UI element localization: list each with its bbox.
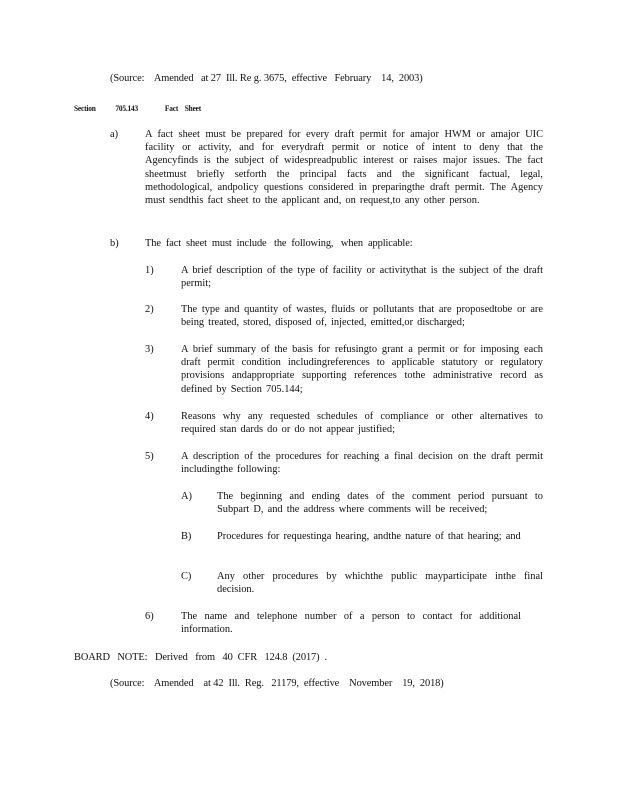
subsubitem-a-text: The beginning and ending dates of the comment period pursuant to Subpart D, and the address where comments will be received; xyxy=(217,491,543,516)
subitem-1-label: 1) xyxy=(145,265,154,276)
subsubitem-c-text: Any other procedures by whichthe public mayparticipate inthe final decision. xyxy=(217,571,543,596)
subitem-4-label: 4) xyxy=(145,411,154,422)
board-note: BOARD NOTE: Derived from 40 CFR 124.8 (2017) . xyxy=(74,652,327,663)
subitem-2-label: 2) xyxy=(145,304,154,315)
subitem-6-label: 6) xyxy=(145,611,154,622)
subsubitem-a-label: A) xyxy=(181,491,192,502)
item-a-text: A fact sheet must be prepared for every draft permit for amajor HWM or amajor UIC facility or activity, and for everydraft permit or notice of intent to deny that the Agencyfinds is the subject of widespreadpublic interest or raises major issues. The fact sheetmust briefly setforth the principal facts and the significant factual, legal, methodological, andpolicy questions considered in preparingthe draft permit. The Agency must sendthis fact sheet to the applicant and, on request,to any other person. xyxy=(145,129,543,207)
subitem-1-text: A brief description of the type of facility or activitythat is the subject of the draft permit; xyxy=(181,265,543,290)
item-a-label: a) xyxy=(110,129,119,140)
subitem-4-text: Reasons why any requested schedules of compliance or other alternatives to required stan dards do or do not appear justified; xyxy=(181,411,543,436)
subitem-3-label: 3) xyxy=(145,344,154,355)
section-label: Section xyxy=(74,104,96,113)
subsubitem-b-text: Procedures for requestinga hearing, andthe nature of that hearing; and xyxy=(217,531,521,542)
source-note-top: (Source: Amended at 27 Ill. Re g. 3675, effective February 14, 2003) xyxy=(110,73,423,84)
subitem-6-text: The name and telephone number of a person to contact for additional information. xyxy=(181,611,521,636)
section-heading xyxy=(74,103,201,115)
subitem-5-text: A description of the procedures for reaching a final decision on the draft permit includingthe following: xyxy=(181,451,543,476)
source-note-bottom: (Source: Amended at 42 Ill. Reg. 21179, effective November 19, 2018) xyxy=(110,678,444,689)
section-number: 705.143 xyxy=(115,104,139,113)
subsubitem-c-label: C) xyxy=(181,571,192,582)
subsubitem-b-label: B) xyxy=(181,531,192,542)
section-title: Fact Sheet xyxy=(164,104,202,113)
subitem-2-text: The type and quantity of wastes, fluids or pollutants that are proposedtobe or are being treated, stored, disposed of, injected, emitted,or discharged; xyxy=(181,304,543,329)
item-b-label: b) xyxy=(110,238,119,249)
subitem-3-text: A brief summary of the basis for refusingto grant a permit or for imposing each draft permit condition includingreferences to applicable statutory or regulatory provisions andappropriate supporting references tothe administrative record as defined by Section 705.144; xyxy=(181,344,543,395)
subitem-5-label: 5) xyxy=(145,451,154,462)
item-b-text: The fact sheet must include the following, when applicable: xyxy=(145,238,413,249)
